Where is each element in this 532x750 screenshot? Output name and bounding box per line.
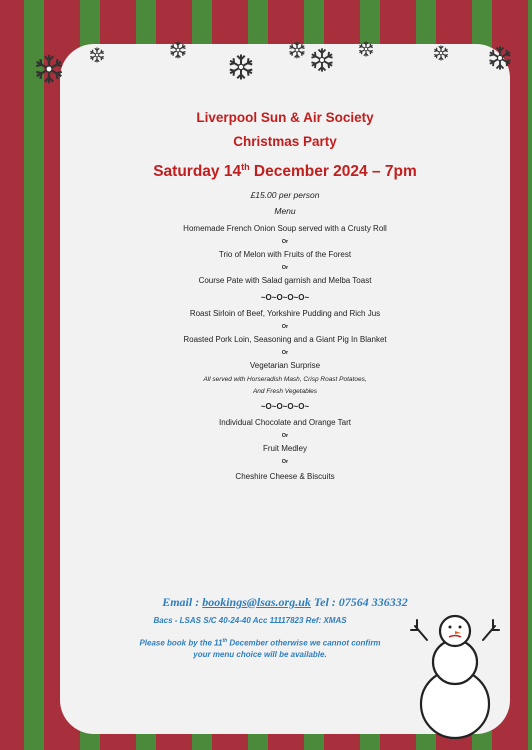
main-item: Roasted Pork Loin, Seasoning and a Giant Pig In Blanket <box>183 335 387 345</box>
snowflake-icon <box>287 40 307 60</box>
snowflake-icon <box>486 44 514 72</box>
menu-content <box>60 110 510 482</box>
course-divider: ~O~O~O~O~ <box>260 402 310 412</box>
booking-note: Please book by the 11th December otherwise we cannot confirm your menu choice will be available. <box>139 638 381 659</box>
email-label: Email : <box>162 595 203 609</box>
snowflake-icon <box>88 46 106 64</box>
tel-label: Tel : 07564 336332 <box>310 595 408 609</box>
starter-item: Course Pate with Salad garnish and Melba Toast <box>198 276 372 286</box>
snowflake-icon <box>357 40 375 58</box>
starter-item: Homemade French Onion Soup served with a Crusty Roll <box>183 224 387 234</box>
contact-line <box>60 595 510 610</box>
snowflake-icon <box>226 52 256 82</box>
mains-note: And Fresh Vegetables <box>252 388 318 396</box>
dessert-item: Fruit Medley <box>262 444 307 454</box>
mains-note: All served with Horseradish Mash, Crisp Roast Potatoes, <box>203 376 367 384</box>
or-label: Or <box>281 433 289 440</box>
email-link[interactable]: bookings@lsas.org.uk <box>202 595 311 609</box>
or-label: Or <box>281 350 289 357</box>
event-date: Saturday 14th December 2024 – 7pm <box>153 162 417 181</box>
org-title: Liverpool Sun & Air Society <box>196 110 374 125</box>
price: £15.00 per person <box>250 190 320 201</box>
snowflake-icon <box>168 40 188 60</box>
or-label: Or <box>281 324 289 331</box>
course-divider: ~O~O~O~O~ <box>260 293 310 303</box>
or-label: Or <box>281 265 289 272</box>
main-item: Roast Sirloin of Beef, Yorkshire Pudding and Rich Jus <box>189 309 381 319</box>
menu-heading: Menu <box>274 206 296 217</box>
or-label: Or <box>281 239 289 246</box>
main-item: Vegetarian Surprise <box>249 361 321 371</box>
bank-details: Bacs - LSAS S/C 40-24-40 Acc 11117823 Ref: XMAS <box>153 616 347 625</box>
dessert-item: Cheshire Cheese & Biscuits <box>235 472 335 482</box>
dessert-item: Individual Chocolate and Orange Tart <box>219 418 351 428</box>
snowflake-icon <box>308 46 336 74</box>
starter-item: Trio of Melon with Fruits of the Forest <box>218 250 352 260</box>
snowman-icon <box>405 610 505 740</box>
event-title: Christmas Party <box>233 134 337 149</box>
snowflake-icon <box>432 44 450 62</box>
or-label: Or <box>281 459 289 466</box>
snowflake-icon <box>32 52 66 86</box>
